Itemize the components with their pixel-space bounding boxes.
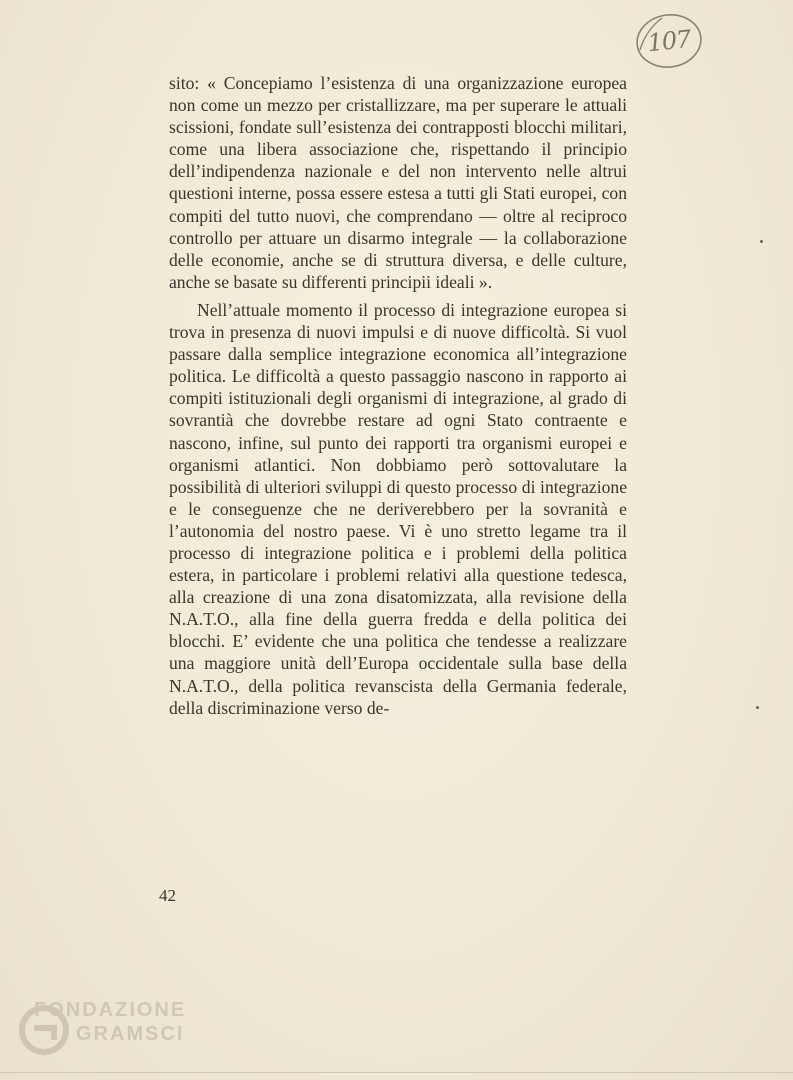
annotation-number: 107 [646,24,692,58]
page-number: 42 [159,886,176,905]
watermark-line-1: FONDAZIONE [34,999,187,1021]
speck-mark [760,240,763,243]
speck-mark [756,706,759,709]
watermark-logo-icon [4,994,234,1064]
quote-paragraph: sito: « Concepiamo l’esistenza di una organizzazione europea non come un mezzo per cristallizzare, ma per superare le attuali scissioni, fondate sull’esistenza dei contrapposti blocchi militari, come una libera associazione che, rispettando il principio dell’indipendenza nazionale e del non intervento nelle altrui questioni interne, possa essere estesa a tutti gli Stati europei, con compiti del tutto nuovi, che comprendano — oltre al reciproco controllo per attuare un disarmo integrale — la collaborazione delle economie, anche se di struttura diversa, e delle culture, anche se basate su differenti principii ideali ». [169,73,627,292]
watermark-line-2: GRAMSCI [76,1023,185,1045]
body-text [169,72,627,719]
scan-edge-line [0,1072,793,1073]
fondazione-gramsci-watermark [4,994,234,1064]
handwritten-page-annotation [632,10,706,72]
paragraph: Nell’attuale momento il processo di integrazione europea si trova in presenza di nuovi impulsi e di nuove difficoltà. Si vuol passare dalla semplice integrazione economica all’integrazione politica. Le difficoltà a questo passaggio nascono in rapporto ai compiti istituzionali degli organismi di integrazione, al grado di sovrantià che dovrebbe restare ad ogni Stato contraente e nascono, infine, sul punto dei rapporti tra organismi europei e organismi atlantici. Non dobbiamo però sottovalutare la possibilità di ulteriori sviluppi di questo processo di integrazione e le conseguenze che ne deriverebbero per la sovranità e l’autonomia del nostro paese. Vi è uno stretto legame tra il processo di integrazione politica e i problemi della politica estera, in particolare i problemi relativi alla questione tedesca, alla creazione di una zona disatomizzata, alla revisione della N.A.T.O., alla fine della guerra fredda e della politica dei blocchi. E’ evidente che una politica che tendesse a realizzare una maggiore unità dell’Europa occidentale sulla base della N.A.T.O., della politica revanscista della Germania federale, della discriminazione verso de- [169,299,627,718]
